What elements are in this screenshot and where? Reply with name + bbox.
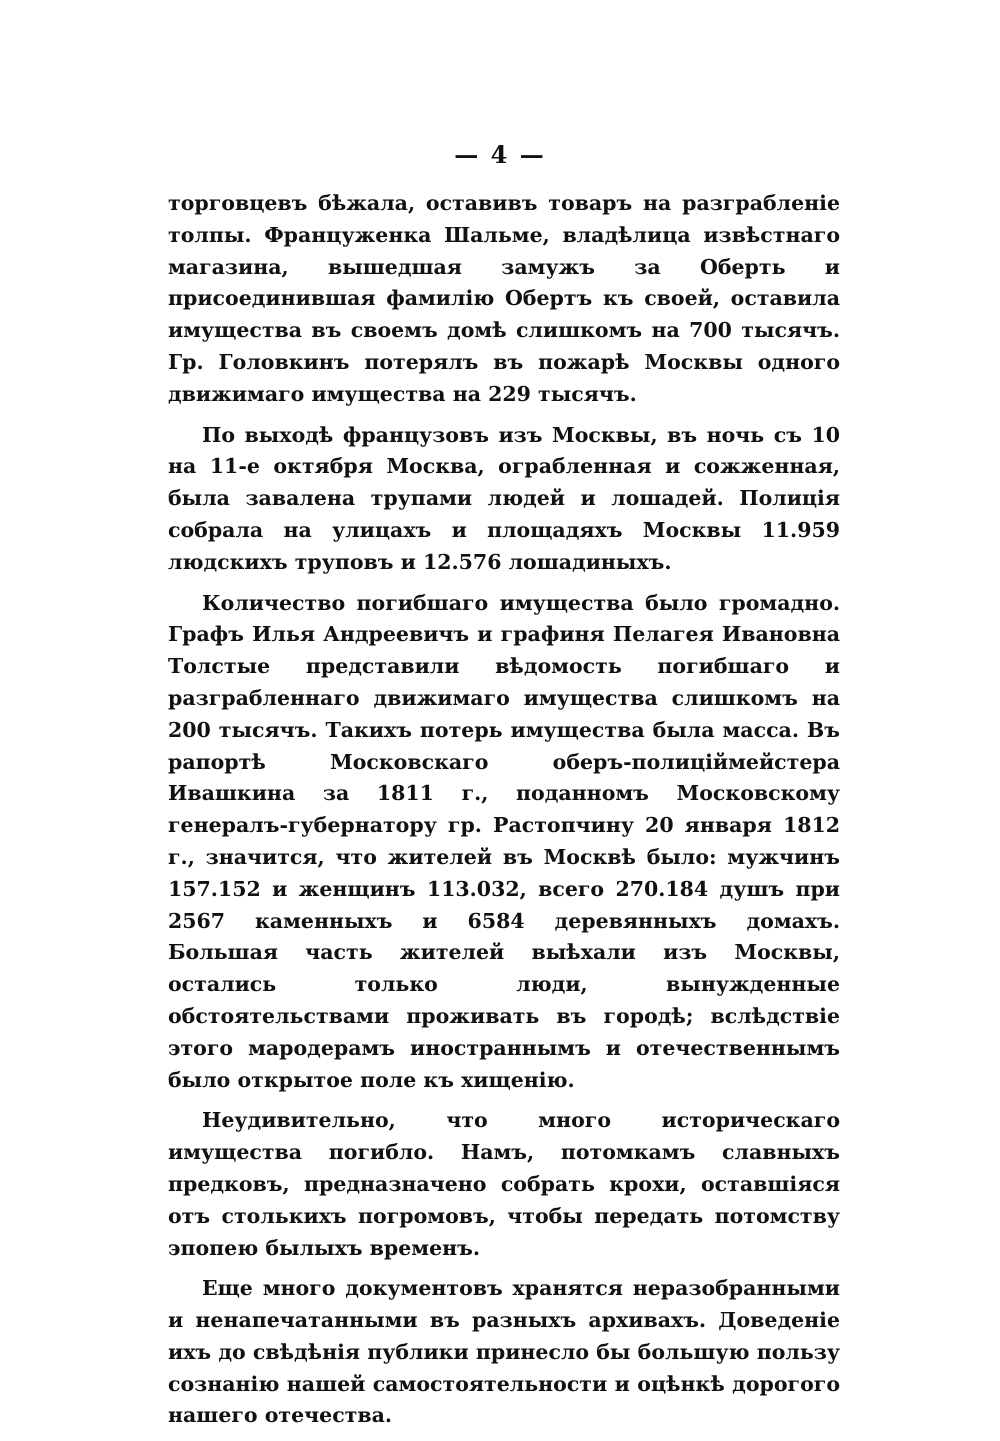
paragraph-1: торговцевъ бѣжала, оставивъ товаръ на разграбленіе толпы. Француженка Шальме, владѣлица извѣстнаго магазина, вышедшая замужъ за Оберть и присоединившая фамилію Обертъ къ своей, оставила имущества въ своемъ домѣ слишкомъ на 700 тысячъ. Гр. Головкинъ потерялъ въ пожарѣ Москвы одного движимаго имущества на 229 тысячъ. (168, 191, 840, 406)
paragraph-5: Еще много документовъ хранятся неразобранными и ненапечатанными въ разныхъ архивахъ. Доведеніе ихъ до свѣдѣнія публики принесло бы большую пользу сознанію нашей самостоятельности и оцѣнкѣ дорогого нашего отечества. (168, 1276, 840, 1428)
page-number: — 4 — (454, 140, 546, 169)
paragraph-3: Количество погибшаго имущества было громадно. Графъ Илья Андреевичъ и графиня Пелагея Ивановна Толстые представили вѣдомость погибшаго и разграбленнаго движимаго имущества слишкомъ на 200 тысячъ. Такихъ потерь имущества была масса. Въ рапортѣ Московскаго оберъ-полиціймейстера Ивашкина за 1811 г., поданномъ Московскому генералъ-губернатору гр. Растопчину 20 января 1812 г., значится, что жителей въ Москвѣ было: мужчинъ 157.152 и женщинъ 113.032, всего 270.184 душъ при 2567 каменныхъ и 6584 деревянныхъ домахъ. Большая часть жителей выѣхали изъ Москвы, остались только люди, вынужденные обстоятельствами проживать въ городѣ; вслѣдствіе этого мародерамъ иностраннымъ и отечественнымъ было открытое поле къ хищенію. (168, 590, 840, 1092)
paragraph-4: Неудивительно, что много историческаго имущества погибло. Намъ, потомкамъ славныхъ предковъ, предназначено собрать крохи, оставшіяся отъ столькихъ погромовъ, чтобы передать потомству эпопею былыхъ временъ. (168, 1108, 840, 1260)
body-text (168, 188, 840, 1441)
paragraph-2: По выходѣ французовъ изъ Москвы, въ ночь съ 10 на 11-е октября Москва, ограбленная и сожженная, была завалена трупами людей и лошадей. Полиція собрала на улицахъ и площадяхъ Москвы 11.959 людскихъ труповъ и 12.576 лошадиныхъ. (168, 422, 840, 574)
